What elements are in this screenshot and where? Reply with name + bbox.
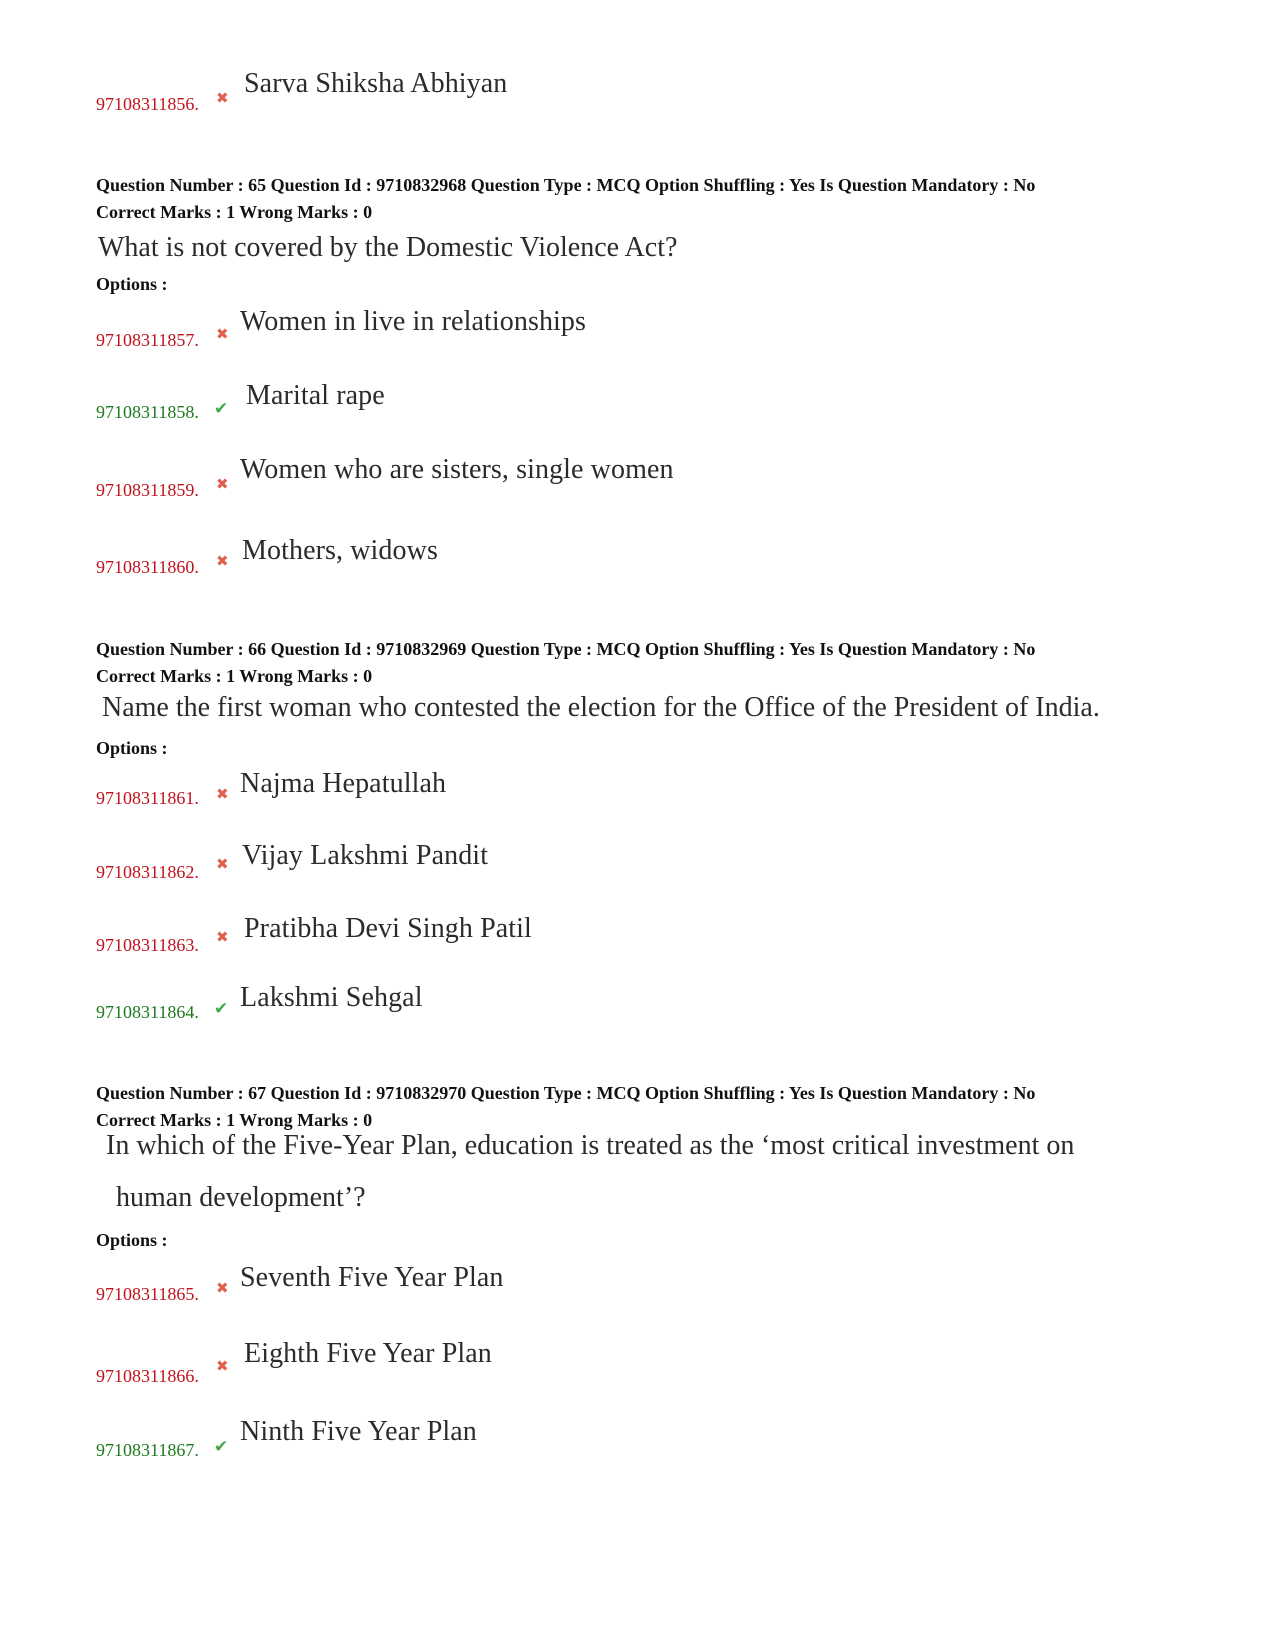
question-meta bbox=[96, 172, 1035, 226]
option-text: Seventh Five Year Plan bbox=[240, 1262, 504, 1293]
check-icon: ✔ bbox=[214, 1437, 229, 1456]
option-text: Eighth Five Year Plan bbox=[244, 1338, 492, 1369]
option-text: Lakshmi Sehgal bbox=[240, 982, 423, 1013]
option-id: 97108311865. bbox=[96, 1284, 199, 1304]
option-text: Marital rape bbox=[246, 380, 385, 411]
option-text: Ninth Five Year Plan bbox=[240, 1416, 477, 1447]
option-text: Vijay Lakshmi Pandit bbox=[242, 840, 489, 871]
cross-icon: ✖ bbox=[216, 91, 229, 107]
option-id: 97108311861. bbox=[96, 788, 199, 808]
cross-icon: ✖ bbox=[216, 930, 229, 946]
cross-icon: ✖ bbox=[216, 1281, 229, 1297]
option-id: 97108311864. bbox=[96, 1002, 199, 1022]
option-text: Najma Hepatullah bbox=[240, 768, 447, 799]
marks-line: Correct Marks : 1 Wrong Marks : 0 bbox=[96, 666, 373, 686]
question-text: In which of the Five-Year Plan, education is treated as the ‘most critical investment on bbox=[106, 1130, 1075, 1161]
question-text-continued: human development’? bbox=[116, 1182, 366, 1213]
option-text: Sarva Shiksha Abhiyan bbox=[244, 68, 508, 99]
cross-icon: ✖ bbox=[216, 1359, 229, 1375]
option-id: 97108311867. bbox=[96, 1440, 199, 1460]
options-label: Options : bbox=[96, 1230, 168, 1250]
options-label: Options : bbox=[96, 738, 168, 758]
marks-line: Correct Marks : 1 Wrong Marks : 0 bbox=[96, 1110, 373, 1130]
question-meta bbox=[96, 636, 1035, 690]
marks-line: Correct Marks : 1 Wrong Marks : 0 bbox=[96, 202, 373, 222]
option-text: Pratibha Devi Singh Patil bbox=[244, 913, 532, 944]
cross-icon: ✖ bbox=[216, 554, 229, 570]
option-text: Women who are sisters, single women bbox=[240, 454, 674, 485]
cross-icon: ✖ bbox=[216, 327, 229, 343]
cross-icon: ✖ bbox=[216, 787, 229, 803]
option-id: 97108311858. bbox=[96, 402, 199, 422]
question-text: What is not covered by the Domestic Violence Act? bbox=[98, 232, 678, 263]
option-text: Mothers, widows bbox=[242, 535, 438, 566]
question-meta-line: Question Number : 67 Question Id : 9710832970 Question Type : MCQ Option Shuffling : Yes Is Question Mandatory : No bbox=[96, 1083, 1036, 1103]
option-id: 97108311862. bbox=[96, 862, 199, 882]
cross-icon: ✖ bbox=[216, 857, 229, 873]
question-meta-line: Question Number : 66 Question Id : 9710832969 Question Type : MCQ Option Shuffling : Yes Is Question Mandatory : No bbox=[96, 639, 1036, 659]
option-id: 97108311866. bbox=[96, 1366, 199, 1386]
option-id: 97108311859. bbox=[96, 480, 199, 500]
question-meta bbox=[96, 1080, 1035, 1134]
option-id: 97108311857. bbox=[96, 330, 199, 350]
question-meta-line: Question Number : 65 Question Id : 9710832968 Question Type : MCQ Option Shuffling : Yes Is Question Mandatory : No bbox=[96, 175, 1036, 195]
check-icon: ✔ bbox=[214, 999, 229, 1018]
option-id: 97108311856. bbox=[96, 94, 199, 114]
question-text: Name the first woman who contested the election for the Office of the President of India. bbox=[102, 692, 1100, 723]
option-id: 97108311863. bbox=[96, 935, 199, 955]
check-icon: ✔ bbox=[214, 399, 229, 418]
option-text: Women in live in relationships bbox=[240, 306, 587, 337]
cross-icon: ✖ bbox=[216, 477, 229, 493]
option-id: 97108311860. bbox=[96, 557, 199, 577]
options-label: Options : bbox=[96, 274, 168, 294]
